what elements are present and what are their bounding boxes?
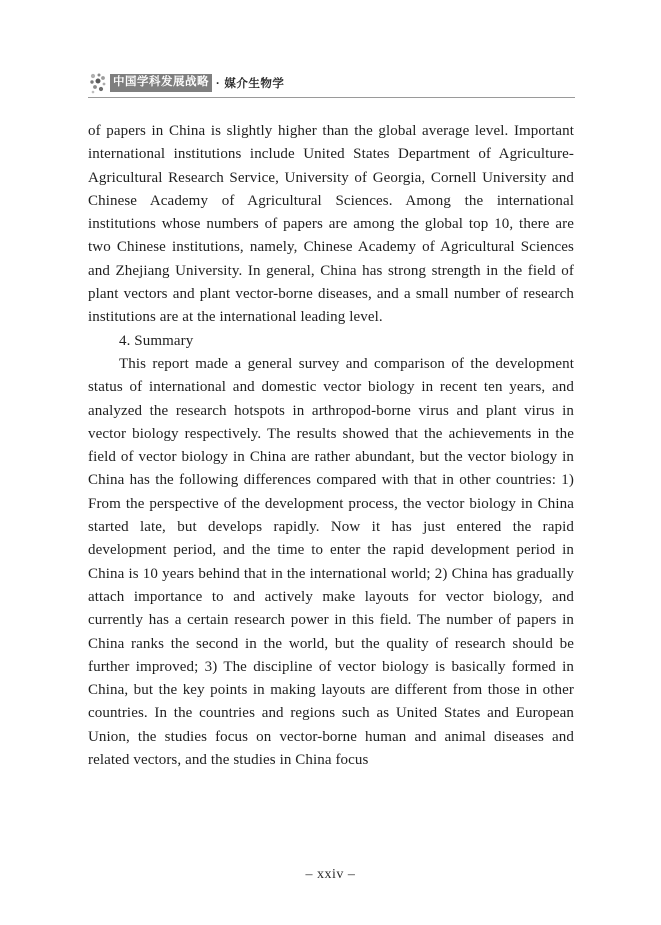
summary-paragraph: This report made a general survey and comparison of the development status of international and domestic vector biology in recent ten years, and analyzed the research hotspots in arthropod-borne virus and plant virus in vector biology respectively. The results showed that the achievements in the field of vector biology in China are rather abundant, but the vector biology in China has the following differences compared with that in other countries: 1) From the perspective of the development process, the vector biology in China started late, but develops rapidly. Now it has just entered the rapid development period, and the time to enter the rapid development period in China is 10 years behind that in the international world; 2) China has gradually attach importance to and actively make layouts for vector biology, and currently has a certain research power in this field. The number of papers in China ranks the second in the world, but the quality of research should be further improved; 3) The discipline of vector biology is basically formed in China, but the key points in making layouts are different from those in other countries. In the countries and regions such as United States and European Union, the studies focus on vector-borne human and animal diseases and related vectors, and the studies in China focus bbox=[88, 355, 574, 769]
page-footer bbox=[0, 867, 661, 883]
paragraph-continuation: of papers in China is slightly higher than the global average level. Important international institutions include United States Department of Agriculture-Agricultural Research Service, University of Georgia, Cornell University and Chinese Academy of Agricultural Sciences. Among the international institutions whose numbers of papers are among the global top 10, there are two Chinese institutions, namely, Chinese Academy of Agricultural Sciences and Zhejiang University. In general, China has strong strength in the field of plant vectors and plant vector-borne diseases, and a small number of research institutions are at the international leading level. bbox=[88, 123, 574, 326]
title-separator: · bbox=[216, 78, 221, 90]
section-heading: 4. Summary bbox=[119, 332, 194, 349]
page-number: – xxiv – bbox=[305, 867, 356, 882]
page-body bbox=[88, 120, 574, 772]
book-title-text: 媒介生物学 bbox=[224, 78, 285, 90]
publisher-dots-logo-icon bbox=[88, 72, 108, 94]
page-header bbox=[88, 72, 575, 98]
series-title-badge: 中国学科发展战略 bbox=[110, 74, 212, 92]
book-title bbox=[216, 75, 284, 91]
